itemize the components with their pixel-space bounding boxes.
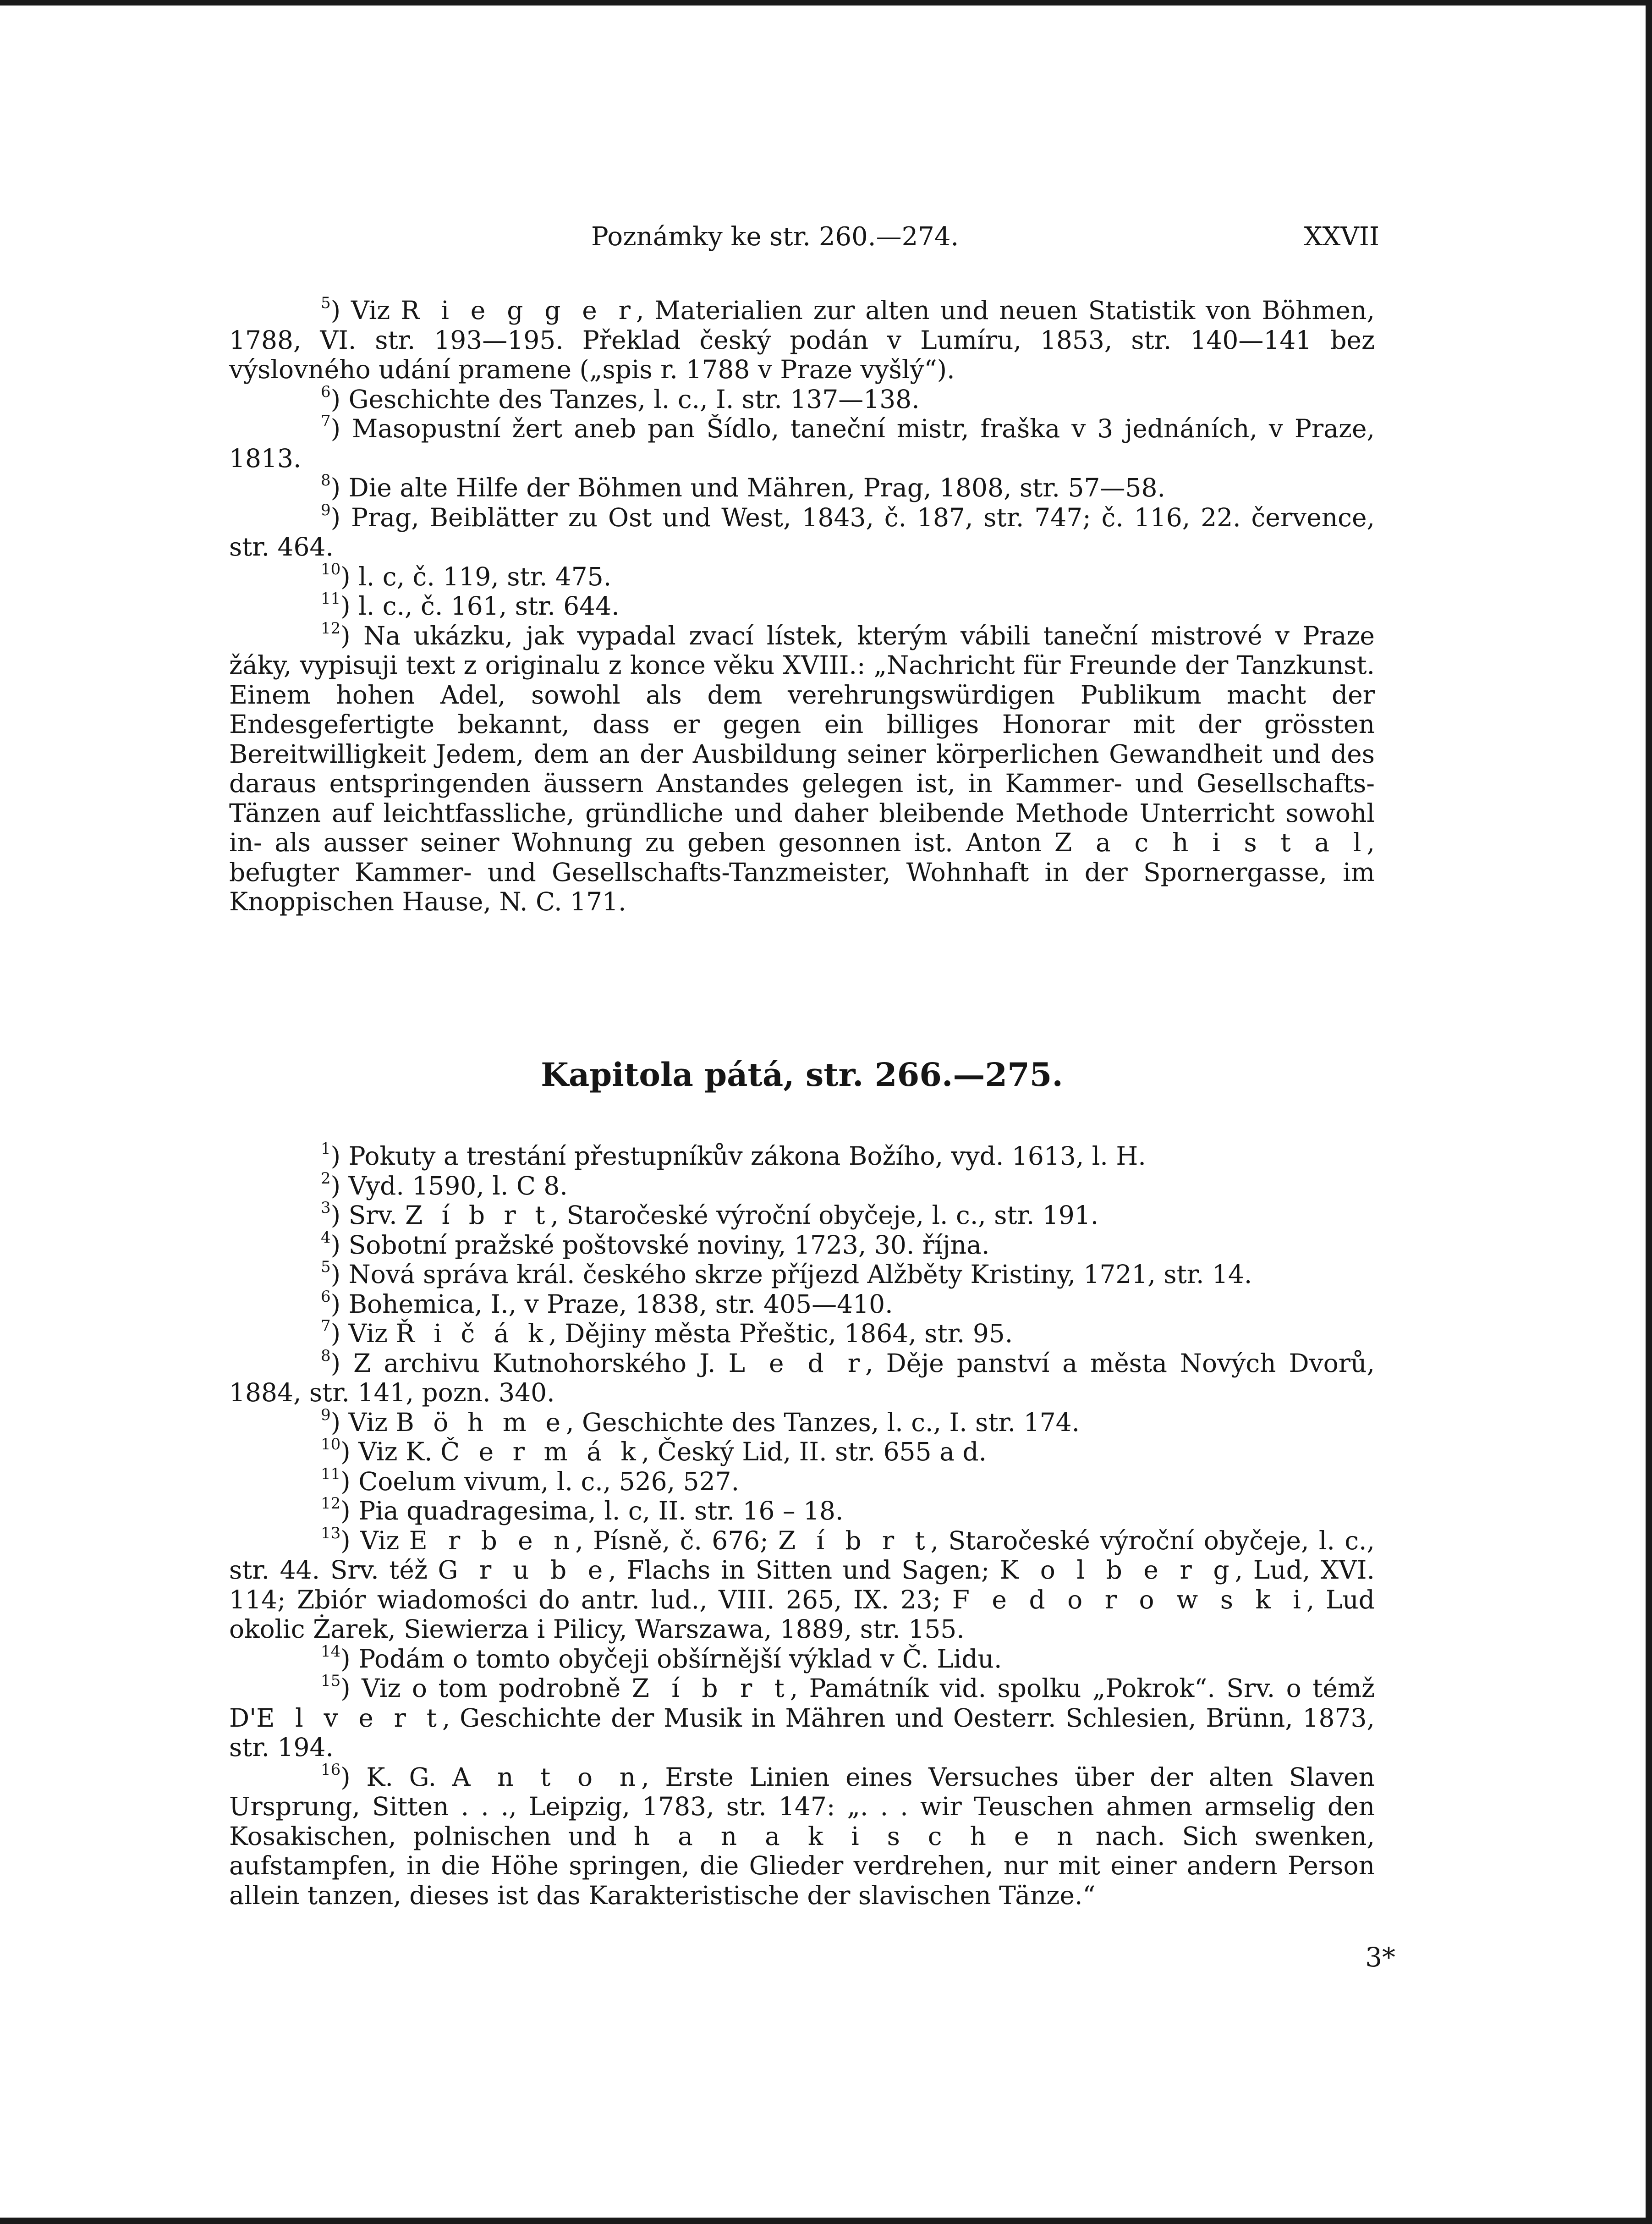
spaced-name: G r u b e <box>438 1555 609 1585</box>
spaced-name: E r b e n <box>409 1525 576 1555</box>
footnotes-section-1 <box>229 296 1375 917</box>
footnote-mark: 10 <box>321 560 341 578</box>
footnote-mark: 9 <box>321 1405 331 1424</box>
footnote-mark: 2 <box>321 1169 331 1188</box>
footnote: $^2$) Vyd. 1590, l. C 8. <box>321 1169 568 1200</box>
footnote: $^3$) Srv. Z í b r t, Staročeské výroční obyčeje, l. c., str. 191. <box>321 1199 1099 1230</box>
footnote-mark: 15 <box>321 1672 341 1690</box>
footnote: $^4$) Sobotní pražské poštovské noviny, 1723, 30. října. <box>321 1228 990 1260</box>
footnote-mark: 14 <box>321 1642 341 1661</box>
footnote-mark: 12 <box>321 1494 341 1513</box>
footnote: $^9$) Prag, Beiblätter zu Ost und West, 1843, č. 187, str. 747; č. 116, 22. července, str. 464. <box>229 501 1375 562</box>
footnote-mark: 3 <box>321 1199 331 1217</box>
footnote: $^8$) Z archivu Kutnohorského J. L e d r, Děje panství a města Nových Dvorů, 1884, str. 141, pozn. 340. <box>229 1346 1375 1407</box>
footnote: $^{11}$) Coelum vivum, l. c., 526, 527. <box>321 1464 740 1496</box>
spaced-name: B ö h m e <box>395 1407 566 1437</box>
footnote: $^{10}$) l. c, č. 119, str. 475. <box>321 560 612 591</box>
footnote: $^1$) Pokuty a trestání přestupníkův zákona Božího, vyd. 1613, l. H. <box>321 1140 1146 1171</box>
spaced-name: R i e g g e r <box>401 296 636 325</box>
footnote-mark: 10 <box>321 1435 341 1453</box>
footnote: $^{15}$) Viz o tom podrobně Z í b r t, Památník vid. spolku „Pokrok“. Srv. o témž D'E l v e r t, Geschichte der Musik in Mähren und Oesterr. Schlesien, Brünn, 1873, str. 194. <box>229 1672 1375 1762</box>
spaced-name: Z a c h i s t a l <box>1054 828 1367 857</box>
footnote: $^5$) Viz R i e g g e r, Materialien zur alten und neuen Statistik von Böhmen, 1788, VI. str. 193—195. Překlad český podán v Lumíru, 1853, str. 140—141 bez výslovného udání pramene („spis r. 1788 v Praze vyšlý“). <box>229 294 1375 384</box>
running-header <box>229 216 1379 258</box>
footnote-mark: 8 <box>321 471 331 490</box>
footnote: $^8$) Die alte Hilfe der Böhmen und Mähren, Prag, 1808, str. 57—58. <box>321 471 1165 502</box>
scan-border-top <box>0 0 1652 6</box>
scan-border-bottom <box>0 2218 1652 2224</box>
footnote: $^6$) Bohemica, I., v Praze, 1838, str. 405—410. <box>321 1287 893 1319</box>
footnote: $^{16}$) K. G. A n t o n, Erste Linien eines Versuches über der alten Slaven Ursprung, Sitten . . ., Leipzig, 1783, str. 147: „. . . wir Teuschen ahmen armselig den Kosakischen, polnischen und h a n a k i s c h e n nach. Sich swenken, aufstampfen, in die Höhe springen, die Glieder verdrehen, nur mit einer andern Person allein tanzen, dieses ist das Karakteristische der slavischen Tänze.“ <box>229 1760 1375 1910</box>
footnote: $^9$) Viz B ö h m e, Geschichte des Tanzes, l. c., I. str. 174. <box>321 1405 1080 1437</box>
footnote: $^{12}$) Pia quadragesima, l. c, II. str. 16 – 18. <box>321 1494 844 1525</box>
footnote-mark: 13 <box>321 1524 341 1542</box>
footnote: $^7$) Masopustní žert aneb pan Šídlo, taneční mistr, fraška v 3 jednáních, v Praze, 1813. <box>229 412 1375 473</box>
footnote: $^{11}$) l. c., č. 161, str. 644. <box>321 589 620 621</box>
scan-border-right <box>1646 0 1652 2224</box>
footnote-mark: 1 <box>321 1140 331 1158</box>
footnote: $^6$) Geschichte des Tanzes, l. c., I. str. 137—138. <box>321 382 920 414</box>
footnote-mark: 5 <box>321 294 331 312</box>
spaced-name: Z í b r t <box>405 1200 551 1230</box>
footnote-mark: 7 <box>321 1317 331 1335</box>
footnote-mark: 11 <box>321 589 341 608</box>
spaced-name: h a n a k i s c h e n <box>633 1821 1079 1851</box>
footnote: $^{10}$) Viz K. Č e r m á k, Český Lid, II. str. 655 a d. <box>321 1435 987 1466</box>
signature-mark: 3* <box>1365 1942 1395 1973</box>
chapter-heading: Kapitola pátá, str. 266.—275. <box>541 1056 1063 1094</box>
spaced-name: Z í b r t <box>631 1674 790 1703</box>
spaced-name: F e d o r o w s k i <box>952 1585 1306 1614</box>
footnote-mark: 12 <box>321 619 341 638</box>
footnote: $^{12}$) Na ukázku, jak vypadal zvací lístek, kterým vábili taneční mistrové v Praze žáky, vypisuji text z originalu z konce věku XVIII.: „Nachricht für Freunde der Tanzkunst. Einem hohen Adel, sowohl als dem verehrungswürdigen Publikum macht der Endesgefertigte bekannt, dass er gegen ein billiges Honorar mit der grössten Bereitwilligkeit Jedem, dem an der Ausbildung seiner körperlichen Gewandheit und des daraus entspringenden äussern Anstandes gelegen ist, in Kammer- und Gesellschafts-Tänzen auf leichtfassliche, gründliche und daher bleibende Methode Unterricht sowohl in- als ausser seiner Wohnung zu geben gesonnen ist. Anton Z a c h i s t a l, befugter Kammer- und Gesellschafts-Tanzmeister, Wohnhaft in der Spornergasse, im Knoppischen Hause, N. C. 171. <box>229 619 1375 916</box>
footnote-mark: 7 <box>321 412 331 430</box>
footnote-mark: 5 <box>321 1258 331 1276</box>
footnote-mark: 4 <box>321 1228 331 1247</box>
footnote-mark: 11 <box>321 1464 341 1483</box>
footnote-mark: 9 <box>321 501 331 519</box>
spaced-name: Ř i č á k <box>395 1319 549 1348</box>
spaced-name: Z í b r t <box>778 1525 931 1555</box>
footnote-mark: 8 <box>321 1346 331 1365</box>
footnote-mark: 6 <box>321 382 331 401</box>
spaced-name: K o l b e r g <box>1000 1555 1235 1585</box>
page-number: XXVII <box>1304 222 1379 252</box>
footnote: $^{13}$) Viz E r b e n, Písně, č. 676; Z í b r t, Staročeské výroční obyčeje, l. c., str. 44. Srv. též G r u b e, Flachs in Sitten und Sagen; K o l b e r g, Lud, XVI. 114; Zbiór wiadomości do antr. lud., VIII. 265, IX. 23; F e d o r o w s k i, Lud okolic Żarek, Siewierza i Pilicy, Warszawa, 1889, str. 155. <box>229 1524 1375 1644</box>
footnotes-section-2 <box>229 1141 1375 1910</box>
spaced-name: Č e r m á k <box>440 1437 642 1466</box>
footnote: $^7$) Viz Ř i č á k, Dějiny města Přeštic, 1864, str. 95. <box>321 1317 1013 1348</box>
footnote: $^5$) Nová správa král. českého skrze příjezd Alžběty Kristiny, 1721, str. 14. <box>321 1258 1252 1289</box>
footnote-mark: 16 <box>321 1760 341 1779</box>
footnote: $^{14}$) Podám o tomto obyčeji obšírnější výklad v Č. Lidu. <box>321 1642 1002 1674</box>
footnote-mark: 6 <box>321 1287 331 1306</box>
running-title: Poznámky ke str. 260.—274. <box>591 222 959 252</box>
spaced-name: E l v e r t <box>256 1703 442 1733</box>
spaced-name: A n t o n <box>452 1762 642 1792</box>
spaced-name: L e d r <box>728 1348 866 1378</box>
